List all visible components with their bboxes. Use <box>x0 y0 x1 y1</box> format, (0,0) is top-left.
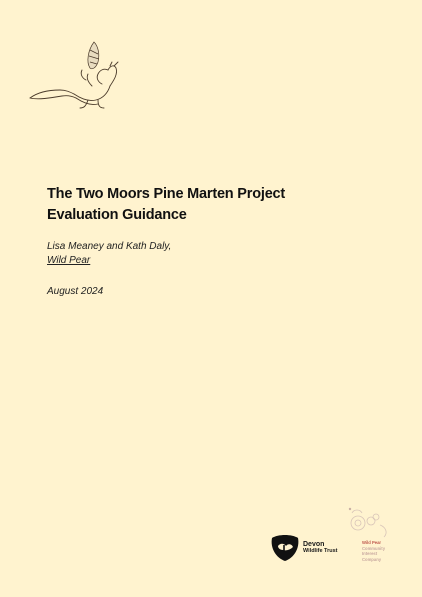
authors-organisation-link[interactable]: Wild Pear <box>47 255 91 266</box>
title-line-1: The Two Moors Pine Marten Project <box>47 186 286 202</box>
publication-date: August 2024 <box>47 286 104 297</box>
authors-block <box>47 240 171 268</box>
devon-text: Devon <box>303 541 325 548</box>
badger-logo-icon <box>270 534 300 562</box>
wildlife-trust-text: Wildlife Trust <box>303 548 338 554</box>
wild-pear-text: Wild Pear <box>362 540 382 545</box>
company-text: Company <box>362 556 382 562</box>
community-text: Community <box>362 545 386 551</box>
devon-wildlife-trust-logo <box>270 533 350 563</box>
title-line-2: Evaluation Guidance <box>47 207 187 223</box>
pine-marten-sketch-icon <box>28 40 124 110</box>
document-title <box>47 184 387 226</box>
devon-wildlife-trust-text <box>303 541 337 555</box>
authors-names: Lisa Meaney and Kath Daly, <box>47 241 172 252</box>
wild-pear-logo-text <box>362 540 385 562</box>
interest-text: Interest <box>362 551 378 556</box>
